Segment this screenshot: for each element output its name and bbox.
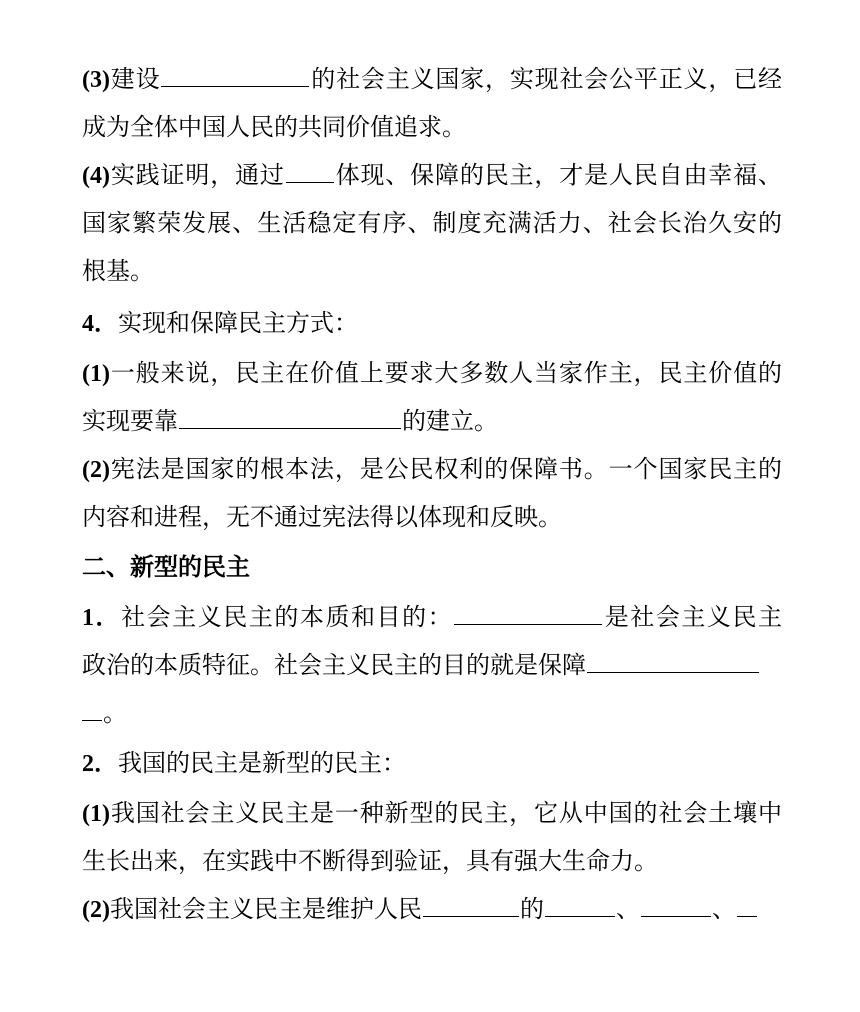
text-segment: 内容和进程，无不通过宪法得以体现和反映。: [82, 503, 562, 531]
text-line-15: [82, 746, 782, 780]
fill-blank: [641, 894, 711, 917]
text-segment: 的建立。: [402, 407, 498, 435]
item-number: (1): [82, 801, 110, 827]
text-line-13: [82, 648, 782, 682]
text-line-2: [82, 110, 782, 144]
text-segment: 我国社会主义民主是一种新型的民主，它从中国的社会土壤中: [109, 799, 782, 827]
text-line-3: [82, 158, 782, 192]
item-number: 1．: [82, 605, 122, 631]
fill-blank: [737, 894, 757, 917]
text-line-16: [82, 796, 782, 830]
fill-blank: [161, 64, 309, 87]
fill-blank: [545, 894, 615, 917]
text-segment: 宪法是国家的根本法，是公民权利的保障书。一个国家民主的: [109, 455, 782, 483]
item-number: (3): [82, 67, 110, 93]
text-segment: 我国社会主义民主是维护人民: [109, 895, 422, 923]
text-line-14: [82, 696, 782, 730]
text-segment: 根基。: [82, 257, 154, 285]
item-number: (2): [82, 457, 110, 483]
text-segment: 我国的民主是新型的民主：: [118, 749, 406, 777]
text-segment: 实现要靠: [82, 407, 178, 435]
text-line-1: [82, 62, 782, 96]
text-line-17: [82, 844, 782, 878]
text-line-18: [82, 892, 782, 926]
text-segment: 、: [615, 895, 640, 923]
text-line-8: [82, 404, 782, 438]
text-line-12: [82, 600, 782, 634]
text-segment: 实现和保障民主方式：: [118, 309, 358, 337]
text-segment: 的社会主义国家，实现社会公平正义，已经: [310, 65, 782, 93]
item-number: (1): [82, 361, 110, 387]
text-segment: 的: [519, 895, 544, 923]
section-heading: [82, 550, 782, 584]
item-number: (2): [82, 897, 110, 923]
text-segment: 体现、保障的民主，才是人民自由幸福、: [334, 161, 782, 189]
text-segment: 生长出来，在实践中不断得到验证，具有强大生命力。: [82, 847, 658, 875]
text-line-7: [82, 356, 782, 390]
fill-blank: [587, 650, 759, 673]
fill-blank: [454, 602, 602, 625]
text-segment: 成为全体中国人民的共同价值追求。: [82, 113, 466, 141]
fill-blank: [82, 698, 102, 721]
item-number: 4．: [82, 311, 118, 337]
text-segment: 国家繁荣发展、生活稳定有序、制度充满活力、社会长治久安的: [82, 209, 782, 237]
text-segment: 二、新型的民主: [82, 552, 250, 581]
text-segment: 实践证明，通过: [109, 161, 285, 189]
fill-blank: [423, 894, 519, 917]
fill-blank: [179, 406, 401, 429]
item-number: (4): [82, 163, 110, 189]
item-number: 2．: [82, 751, 118, 777]
text-line-5: [82, 254, 782, 288]
text-segment: 社会主义民主的本质和目的：: [121, 603, 454, 631]
text-line-6: [82, 306, 782, 340]
text-segment: 建设: [109, 65, 161, 93]
text-line-9: [82, 452, 782, 486]
text-segment: 。: [103, 699, 127, 727]
text-segment: 政治的本质特征。社会主义民主的目的就是保障: [82, 651, 586, 679]
text-line-10: [82, 500, 782, 534]
text-segment: 是社会主义民主: [603, 603, 782, 631]
text-segment: 、: [711, 895, 736, 923]
text-segment: 一般来说，民主在价值上要求大多数人当家作主，民主价值的: [109, 359, 782, 387]
fill-blank: [286, 160, 334, 183]
text-line-4: [82, 206, 782, 240]
